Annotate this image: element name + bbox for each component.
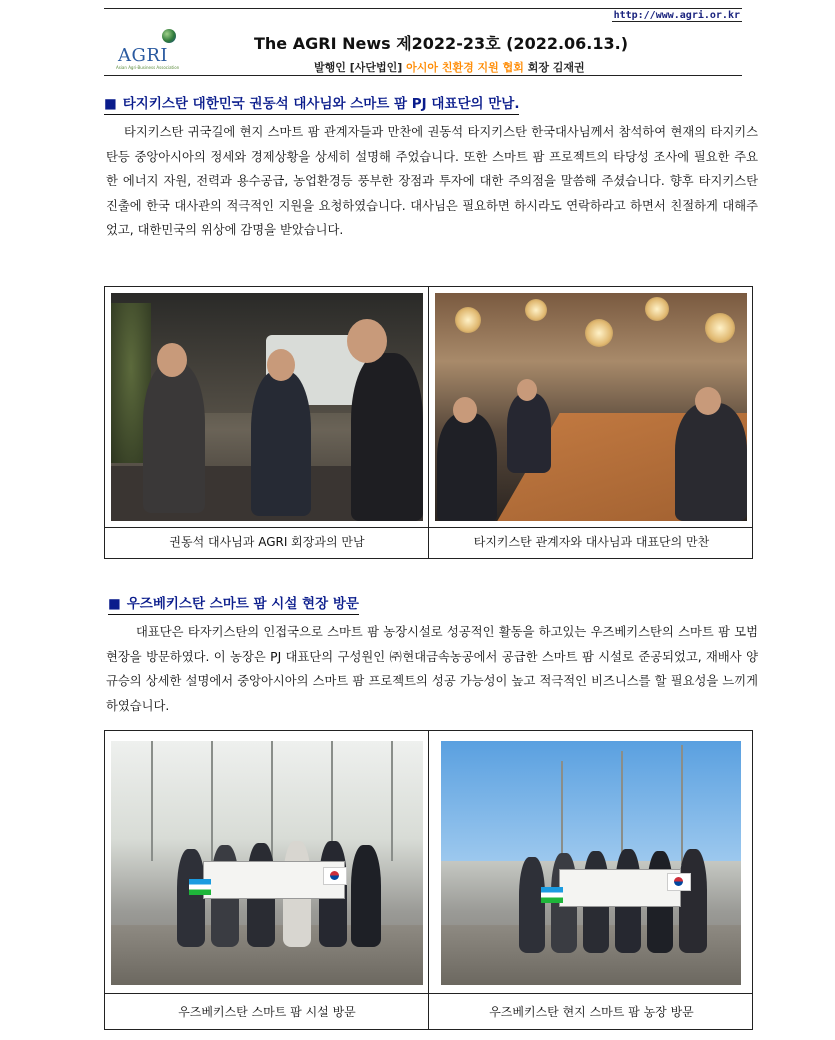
photo-smart-farm-facility xyxy=(111,741,423,985)
agri-logo xyxy=(106,15,182,71)
newsletter-title: The AGRI News 제2022-23호 (2022.06.13.) xyxy=(254,34,629,53)
section2-paragraph: 대표단은 타자키스탄의 인접국으로 스마트 팜 농장시설로 성공적인 활동을 하고있는 우즈베키스탄의 스마트 팜 모범현장을 방문하였다. 이 농장은 PJ 대표단의 구성원인 ㈜현대금속농공에서 공급한 스마트 팜 시설로 준공되었고, 재배사 양규승의 상세한 설명에서 중앙아시아의 스마트 팜 프로젝트의 성공 가능성이 높고 적극적인 비즈니스를 할 필요성을 느끼게 하였습니다. xyxy=(106,625,758,713)
section1-heading-text: 타지키스탄 대한민국 권동석 대사님와 스마트 팜 PJ 대표단의 만남. xyxy=(122,96,520,112)
caption-smart-farm-facility: 우즈베키스탄 스마트 팜 시설 방문 xyxy=(178,1005,356,1019)
logo-subtext: Asian Agri-Business Association xyxy=(116,65,180,70)
section2-photo-table xyxy=(104,730,753,1030)
photo-dinner-banquet xyxy=(435,293,747,521)
square-bullet-icon: ■ xyxy=(108,596,121,612)
publisher-line xyxy=(314,59,585,75)
publisher-prefix: 발행인 [사단법인] xyxy=(314,61,403,74)
section1-paragraph: 타지키스탄 귀국길에 현지 스마트 팜 관계자들과 만찬에 권동석 타지키스탄 한국대사님께서 참석하여 현재의 타지키스탄등 중앙아시아의 정세와 경제상황을 상세히 설명해 주었습니다. 또한 스마트 팜 프로젝트의 타당성 조사에 필요한 주요한 에너지 자원, 전력과 용수공급, 농업환경등 풍부한 장점과 투자에 대한 주의점을 말씀해 주셨습니다. 향후 타지키스탄 진출에 한국 대사관의 적극적인 지원을 요청하였습니다. 대사님은 필요하면 하시라도 연락하라고 하면서 친절하게 대해주었고, 대한민국의 위상에 감명을 받았습니다. xyxy=(106,125,758,237)
photo-smart-farm-site xyxy=(441,741,741,985)
newsletter-header xyxy=(104,8,742,76)
caption-dinner-banquet: 타지키스탄 관계자와 대사님과 대표단의 만찬 xyxy=(473,535,710,549)
section2-heading-text: 우즈베키스탄 스마트 팜 시설 현장 방문 xyxy=(126,596,359,612)
section1-heading xyxy=(104,92,519,115)
publisher-org: 아시아 친환경 지원 협회 xyxy=(406,61,524,74)
section2-heading xyxy=(108,592,359,615)
caption-smart-farm-site: 우즈베키스탄 현지 스마트 팜 농장 방문 xyxy=(489,1005,694,1019)
globe-icon xyxy=(162,29,176,43)
logo-text: AGRI xyxy=(118,45,169,66)
section1-photo-table xyxy=(104,286,753,559)
photo-ambassador-meeting xyxy=(111,293,423,521)
website-url[interactable]: http://www.agri.or.kr xyxy=(613,10,740,21)
publisher-suffix: 회장 김재권 xyxy=(527,61,585,74)
square-bullet-icon: ■ xyxy=(104,96,117,112)
caption-ambassador-meeting: 권동석 대사님과 AGRI 회장과의 만남 xyxy=(169,535,365,549)
